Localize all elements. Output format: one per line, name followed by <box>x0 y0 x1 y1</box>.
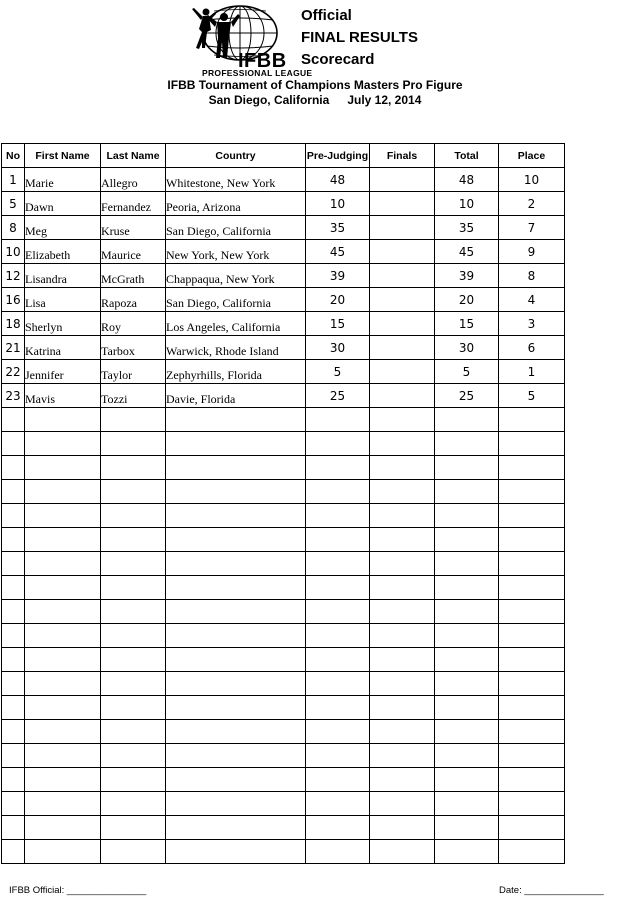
cell-first-name-empty <box>25 768 101 792</box>
cell-place-empty <box>499 456 565 480</box>
title-official: Official <box>301 7 352 24</box>
cell-country-empty <box>166 768 306 792</box>
cell-place-empty <box>499 408 565 432</box>
cell-first-name: Meg <box>25 216 101 240</box>
cell-no-empty <box>2 552 25 576</box>
cell-total: 48 <box>435 168 499 192</box>
cell-finals-empty <box>370 720 435 744</box>
cell-pre-judging: 25 <box>306 384 370 408</box>
empty-table-row <box>2 456 565 480</box>
cell-no-empty <box>2 696 25 720</box>
empty-table-row <box>2 768 565 792</box>
cell-country-empty <box>166 744 306 768</box>
ifbb-wordmark: IFBB <box>238 50 287 72</box>
cell-total-empty <box>435 648 499 672</box>
cell-finals <box>370 168 435 192</box>
cell-no-empty <box>2 504 25 528</box>
cell-finals-empty <box>370 768 435 792</box>
cell-total-empty <box>435 720 499 744</box>
cell-place-empty <box>499 528 565 552</box>
cell-total-empty <box>435 696 499 720</box>
col-header-place: Place <box>499 144 565 168</box>
cell-finals-empty <box>370 816 435 840</box>
cell-place: 10 <box>499 168 565 192</box>
table-row <box>2 336 565 360</box>
table-row <box>2 264 565 288</box>
cell-place: 9 <box>499 240 565 264</box>
cell-no-empty <box>2 744 25 768</box>
cell-finals-empty <box>370 576 435 600</box>
cell-country-empty <box>166 672 306 696</box>
cell-pre-judging-empty <box>306 840 370 864</box>
cell-finals <box>370 240 435 264</box>
cell-pre-judging-empty <box>306 624 370 648</box>
cell-country-empty <box>166 720 306 744</box>
table-row <box>2 360 565 384</box>
cell-no-empty <box>2 600 25 624</box>
cell-country: Chappaqua, New York <box>166 264 306 288</box>
cell-place: 6 <box>499 336 565 360</box>
cell-pre-judging-empty <box>306 576 370 600</box>
cell-total: 25 <box>435 384 499 408</box>
cell-pre-judging: 48 <box>306 168 370 192</box>
empty-table-row <box>2 504 565 528</box>
cell-first-name-empty <box>25 720 101 744</box>
cell-country-empty <box>166 408 306 432</box>
col-header-country: Country <box>166 144 306 168</box>
cell-pre-judging: 45 <box>306 240 370 264</box>
cell-finals <box>370 384 435 408</box>
col-header-total: Total <box>435 144 499 168</box>
cell-total-empty <box>435 840 499 864</box>
cell-first-name: Jennifer <box>25 360 101 384</box>
cell-pre-judging-empty <box>306 816 370 840</box>
cell-finals <box>370 336 435 360</box>
table-row <box>2 384 565 408</box>
event-location-date <box>0 93 630 107</box>
cell-no: 22 <box>2 360 25 384</box>
cell-pre-judging-empty <box>306 504 370 528</box>
cell-country-empty <box>166 696 306 720</box>
cell-last-name-empty <box>101 840 166 864</box>
cell-pre-judging-empty <box>306 408 370 432</box>
cell-no: 16 <box>2 288 25 312</box>
cell-no: 21 <box>2 336 25 360</box>
cell-place-empty <box>499 504 565 528</box>
cell-total: 45 <box>435 240 499 264</box>
cell-last-name: Roy <box>101 312 166 336</box>
empty-table-row <box>2 408 565 432</box>
cell-no-empty <box>2 816 25 840</box>
empty-table-row <box>2 816 565 840</box>
cell-total: 10 <box>435 192 499 216</box>
cell-place: 2 <box>499 192 565 216</box>
cell-first-name: Marie <box>25 168 101 192</box>
cell-total-empty <box>435 600 499 624</box>
cell-last-name: Maurice <box>101 240 166 264</box>
cell-last-name: McGrath <box>101 264 166 288</box>
cell-no-empty <box>2 792 25 816</box>
cell-country-empty <box>166 456 306 480</box>
cell-place-empty <box>499 432 565 456</box>
cell-pre-judging-empty <box>306 456 370 480</box>
cell-country-empty <box>166 792 306 816</box>
cell-country: Zephyrhills, Florida <box>166 360 306 384</box>
cell-place-empty <box>499 816 565 840</box>
cell-last-name-empty <box>101 696 166 720</box>
cell-pre-judging: 10 <box>306 192 370 216</box>
cell-first-name: Lisa <box>25 288 101 312</box>
cell-place-empty <box>499 696 565 720</box>
table-row <box>2 192 565 216</box>
cell-country: Whitestone, New York <box>166 168 306 192</box>
cell-place: 7 <box>499 216 565 240</box>
cell-country: Davie, Florida <box>166 384 306 408</box>
cell-no: 12 <box>2 264 25 288</box>
cell-country-empty <box>166 480 306 504</box>
cell-pre-judging-empty <box>306 552 370 576</box>
cell-no: 10 <box>2 240 25 264</box>
cell-country-empty <box>166 576 306 600</box>
cell-last-name-empty <box>101 528 166 552</box>
cell-country-empty <box>166 816 306 840</box>
cell-pre-judging-empty <box>306 768 370 792</box>
empty-table-row <box>2 624 565 648</box>
cell-no: 1 <box>2 168 25 192</box>
cell-last-name: Rapoza <box>101 288 166 312</box>
cell-pre-judging-empty <box>306 480 370 504</box>
cell-place-empty <box>499 552 565 576</box>
cell-no-empty <box>2 720 25 744</box>
cell-total-empty <box>435 576 499 600</box>
col-header-first-name: First Name <box>25 144 101 168</box>
col-header-pre-judging: Pre-Judging <box>306 144 370 168</box>
cell-place-empty <box>499 624 565 648</box>
cell-place: 5 <box>499 384 565 408</box>
cell-total-empty <box>435 552 499 576</box>
cell-finals-empty <box>370 408 435 432</box>
empty-table-row <box>2 576 565 600</box>
cell-total-empty <box>435 456 499 480</box>
cell-total-empty <box>435 528 499 552</box>
cell-last-name-empty <box>101 624 166 648</box>
cell-total: 35 <box>435 216 499 240</box>
cell-first-name-empty <box>25 792 101 816</box>
cell-place: 3 <box>499 312 565 336</box>
cell-finals-empty <box>370 552 435 576</box>
title-scorecard: Scorecard <box>301 51 375 68</box>
cell-last-name-empty <box>101 768 166 792</box>
cell-no-empty <box>2 528 25 552</box>
cell-first-name-empty <box>25 528 101 552</box>
cell-country: Los Angeles, California <box>166 312 306 336</box>
cell-place: 4 <box>499 288 565 312</box>
cell-total: 39 <box>435 264 499 288</box>
cell-first-name-empty <box>25 840 101 864</box>
cell-place-empty <box>499 480 565 504</box>
empty-table-row <box>2 792 565 816</box>
cell-last-name: Kruse <box>101 216 166 240</box>
cell-first-name-empty <box>25 816 101 840</box>
table-row <box>2 168 565 192</box>
cell-no-empty <box>2 840 25 864</box>
cell-first-name: Elizabeth <box>25 240 101 264</box>
cell-pre-judging-empty <box>306 528 370 552</box>
cell-finals-empty <box>370 672 435 696</box>
cell-finals-empty <box>370 840 435 864</box>
empty-table-row <box>2 672 565 696</box>
cell-pre-judging: 35 <box>306 216 370 240</box>
empty-table-row <box>2 840 565 864</box>
cell-first-name-empty <box>25 744 101 768</box>
cell-first-name-empty <box>25 552 101 576</box>
cell-country-empty <box>166 528 306 552</box>
cell-finals <box>370 216 435 240</box>
cell-country-empty <box>166 600 306 624</box>
cell-finals-empty <box>370 480 435 504</box>
empty-table-row <box>2 528 565 552</box>
cell-country: San Diego, California <box>166 288 306 312</box>
date-line: Date: _______________ <box>499 885 604 896</box>
empty-table-row <box>2 696 565 720</box>
cell-last-name-empty <box>101 648 166 672</box>
cell-country: New York, New York <box>166 240 306 264</box>
cell-no-empty <box>2 432 25 456</box>
cell-last-name-empty <box>101 600 166 624</box>
cell-country: Peoria, Arizona <box>166 192 306 216</box>
cell-no: 5 <box>2 192 25 216</box>
cell-last-name-empty <box>101 744 166 768</box>
cell-last-name-empty <box>101 408 166 432</box>
cell-first-name-empty <box>25 648 101 672</box>
cell-total-empty <box>435 432 499 456</box>
cell-no: 8 <box>2 216 25 240</box>
cell-finals-empty <box>370 456 435 480</box>
cell-first-name-empty <box>25 600 101 624</box>
cell-first-name-empty <box>25 696 101 720</box>
cell-pre-judging: 39 <box>306 264 370 288</box>
cell-last-name-empty <box>101 504 166 528</box>
cell-pre-judging-empty <box>306 600 370 624</box>
cell-place-empty <box>499 672 565 696</box>
cell-no-empty <box>2 672 25 696</box>
cell-pre-judging-empty <box>306 744 370 768</box>
cell-finals <box>370 192 435 216</box>
event-name: IFBB Tournament of Champions Masters Pro Figure <box>167 78 463 92</box>
cell-finals <box>370 312 435 336</box>
cell-finals-empty <box>370 624 435 648</box>
cell-finals <box>370 264 435 288</box>
cell-pre-judging-empty <box>306 720 370 744</box>
cell-first-name: Mavis <box>25 384 101 408</box>
cell-pre-judging: 30 <box>306 336 370 360</box>
cell-no-empty <box>2 768 25 792</box>
cell-country: San Diego, California <box>166 216 306 240</box>
cell-country: Warwick, Rhode Island <box>166 336 306 360</box>
cell-total-empty <box>435 624 499 648</box>
cell-no: 23 <box>2 384 25 408</box>
cell-last-name-empty <box>101 552 166 576</box>
cell-pre-judging: 20 <box>306 288 370 312</box>
cell-place-empty <box>499 600 565 624</box>
cell-last-name: Tozzi <box>101 384 166 408</box>
col-header-last-name: Last Name <box>101 144 166 168</box>
cell-total: 15 <box>435 312 499 336</box>
cell-finals-empty <box>370 504 435 528</box>
cell-total-empty <box>435 792 499 816</box>
empty-table-row <box>2 480 565 504</box>
cell-pre-judging-empty <box>306 792 370 816</box>
cell-first-name-empty <box>25 456 101 480</box>
empty-table-row <box>2 648 565 672</box>
cell-pre-judging: 5 <box>306 360 370 384</box>
cell-no-empty <box>2 408 25 432</box>
cell-country-empty <box>166 504 306 528</box>
cell-first-name-empty <box>25 504 101 528</box>
official-signature-line: IFBB Official: _______________ <box>9 885 147 896</box>
cell-place-empty <box>499 840 565 864</box>
cell-pre-judging-empty <box>306 696 370 720</box>
cell-total-empty <box>435 744 499 768</box>
cell-total-empty <box>435 408 499 432</box>
cell-country-empty <box>166 840 306 864</box>
cell-finals-empty <box>370 792 435 816</box>
cell-finals-empty <box>370 744 435 768</box>
cell-place-empty <box>499 744 565 768</box>
cell-place-empty <box>499 768 565 792</box>
cell-first-name: Sherlyn <box>25 312 101 336</box>
title-final-results: FINAL RESULTS <box>301 29 418 46</box>
cell-last-name-empty <box>101 792 166 816</box>
empty-table-row <box>2 432 565 456</box>
cell-first-name-empty <box>25 672 101 696</box>
cell-country-empty <box>166 432 306 456</box>
professional-league-label: PROFESSIONAL LEAGUE <box>202 68 313 78</box>
cell-no-empty <box>2 648 25 672</box>
empty-table-row <box>2 744 565 768</box>
cell-total: 20 <box>435 288 499 312</box>
cell-finals-empty <box>370 696 435 720</box>
cell-first-name-empty <box>25 480 101 504</box>
cell-pre-judging: 15 <box>306 312 370 336</box>
cell-place-empty <box>499 792 565 816</box>
cell-last-name: Tarbox <box>101 336 166 360</box>
table-row <box>2 240 565 264</box>
empty-table-row <box>2 552 565 576</box>
col-header-finals: Finals <box>370 144 435 168</box>
cell-last-name-empty <box>101 432 166 456</box>
cell-finals <box>370 360 435 384</box>
cell-total-empty <box>435 768 499 792</box>
cell-first-name: Katrina <box>25 336 101 360</box>
cell-last-name-empty <box>101 720 166 744</box>
cell-place-empty <box>499 720 565 744</box>
cell-no-empty <box>2 480 25 504</box>
cell-place-empty <box>499 576 565 600</box>
cell-last-name: Taylor <box>101 360 166 384</box>
cell-finals <box>370 288 435 312</box>
results-table <box>1 143 565 864</box>
cell-no: 18 <box>2 312 25 336</box>
cell-last-name-empty <box>101 480 166 504</box>
cell-last-name-empty <box>101 576 166 600</box>
cell-total: 5 <box>435 360 499 384</box>
cell-pre-judging-empty <box>306 672 370 696</box>
cell-pre-judging-empty <box>306 648 370 672</box>
cell-place: 1 <box>499 360 565 384</box>
cell-total-empty <box>435 480 499 504</box>
cell-no-empty <box>2 624 25 648</box>
cell-no-empty <box>2 576 25 600</box>
cell-finals-empty <box>370 600 435 624</box>
cell-finals-empty <box>370 648 435 672</box>
cell-total-empty <box>435 672 499 696</box>
cell-first-name-empty <box>25 432 101 456</box>
cell-last-name: Fernandez <box>101 192 166 216</box>
cell-pre-judging-empty <box>306 432 370 456</box>
table-row <box>2 312 565 336</box>
cell-total-empty <box>435 504 499 528</box>
cell-first-name-empty <box>25 576 101 600</box>
cell-first-name: Lisandra <box>25 264 101 288</box>
cell-last-name: Allegro <box>101 168 166 192</box>
cell-first-name-empty <box>25 624 101 648</box>
cell-first-name: Dawn <box>25 192 101 216</box>
cell-country-empty <box>166 624 306 648</box>
event-date: July 12, 2014 <box>347 93 422 107</box>
col-header-no: No <box>2 144 25 168</box>
table-row <box>2 288 565 312</box>
results-table-body <box>2 168 565 864</box>
cell-last-name-empty <box>101 672 166 696</box>
empty-table-row <box>2 600 565 624</box>
cell-place-empty <box>499 648 565 672</box>
table-row <box>2 216 565 240</box>
cell-place: 8 <box>499 264 565 288</box>
empty-table-row <box>2 720 565 744</box>
cell-first-name-empty <box>25 408 101 432</box>
cell-finals-empty <box>370 528 435 552</box>
cell-last-name-empty <box>101 816 166 840</box>
cell-total-empty <box>435 816 499 840</box>
cell-no-empty <box>2 456 25 480</box>
cell-country-empty <box>166 648 306 672</box>
cell-total: 30 <box>435 336 499 360</box>
cell-last-name-empty <box>101 456 166 480</box>
table-header-row <box>2 144 565 168</box>
event-location: San Diego, California <box>208 93 330 107</box>
cell-finals-empty <box>370 432 435 456</box>
cell-country-empty <box>166 552 306 576</box>
